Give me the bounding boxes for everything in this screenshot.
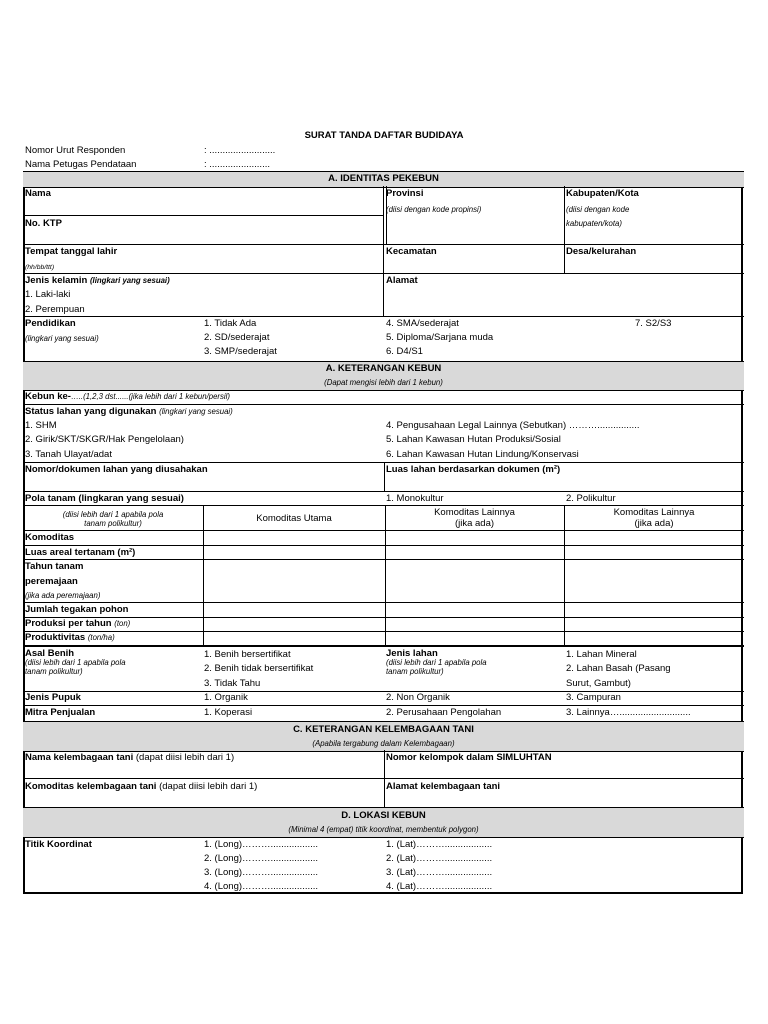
asal-benih-note: (diisi lebih dari 1 apabila pola [25,658,126,667]
row-peremajaan: peremajaan [25,576,78,587]
kebun-ke-note: …..(1,2,3 dst......(jika lebih dari 1 kebun/persil) [70,392,230,401]
divider [23,244,744,245]
alamat-kelembagaan-label: Alamat kelembagaan tani [386,781,501,792]
pendidikan-option[interactable]: 4. SMA/sederajat [386,318,459,329]
jenis-kelamin-note: (lingkari yang sesuai) [89,276,170,285]
kecamatan-label: Kecamatan [386,246,437,257]
status-option[interactable]: 2. Girik/SKT/SKGR/Hak Pengelolaan) [25,434,184,445]
latitude-field[interactable]: 2. (Lat)……….................. [386,853,493,864]
pupuk-option[interactable]: 1. Organik [204,692,248,703]
divider [23,273,744,274]
ktp-label: No. KTP [25,218,62,229]
pola-option-monokultur[interactable]: 1. Monokultur [386,493,444,504]
alamat-label: Alamat [386,275,418,286]
nomor-kelompok-label: Nomor kelompok dalam SIMLUHTAN [386,752,552,763]
responden-label: Nomor Urut Responden [25,145,126,156]
status-option[interactable]: 3. Tanah Ulayat/adat [25,449,112,460]
row-produksi-label: Produksi per tahun [25,618,112,629]
kabupaten-label: Kabupaten/Kota [566,188,639,199]
divider [564,186,565,273]
latitude-field[interactable]: 3. (Lat)……….................. [386,867,493,878]
titik-koordinat-label: Titik Koordinat [25,839,92,850]
column-note: (diisi lebih dari 1 apabila pola [62,510,164,519]
asal-benih-label: Asal Benih [25,648,75,659]
section-b-subtitle: (Dapat mengisi lebih dari 1 kebun) [324,378,443,387]
kebun-ke-label: Kebun ke- [25,391,71,402]
responden-field[interactable]: : ......................... [204,145,276,156]
longitude-field[interactable]: 3. (Long)……….................. [204,867,319,878]
jenis-kelamin-label [25,275,170,287]
nomor-dokumen-label: Nomor/dokumen lahan yang diusahakan [25,464,208,475]
divider [23,491,744,492]
mitra-option[interactable]: 2. Perusahaan Pengolahan [386,707,502,718]
jenis-lahan-note: (diisi lebih dari 1 apabila pola [386,658,487,667]
nama-kelembagaan-note: (dapat diisi lebih dari 1) [135,752,235,763]
divider [23,645,744,647]
pola-tanam-label: Pola tanam (lingkaran yang sesuai) [25,493,184,504]
desa-label: Desa/kelurahan [566,246,637,257]
divider [203,505,204,645]
benih-option[interactable]: 1. Benih bersertifikat [204,649,291,660]
row-produktivitas-unit: (ton/ha) [87,633,115,642]
divider [23,316,744,317]
divider [23,545,744,546]
lahan-option[interactable]: Surut, Gambut) [566,678,631,689]
row-tahun-tanam: Tahun tanam [25,561,84,572]
divider [23,530,744,531]
provinsi-label: Provinsi [386,188,424,199]
pupuk-option[interactable]: 3. Campuran [566,692,621,703]
asal-benih-note: tanam polikultur) [25,667,83,676]
section-c-title: C. KETERANGAN KELEMBAGAAN TANI [293,724,474,735]
jenis-kelamin-text: Jenis kelamin [25,275,88,286]
longitude-field[interactable]: 2. (Long)……….................. [204,853,319,864]
pendidikan-option[interactable]: 5. Diploma/Sarjana muda [386,332,494,343]
divider [23,559,744,560]
pendidikan-option[interactable]: 6. D4/S1 [386,346,423,357]
status-note: (lingkari yang sesuai) [159,407,233,416]
col-komoditas-utama: Komoditas Utama [256,513,332,524]
col-komoditas-lainnya-note: (jika ada) [454,518,495,529]
divider [23,505,744,506]
provinsi-note: (diisi dengan kode propinsi) [386,205,482,214]
pola-option-polikultur[interactable]: 2. Polikultur [566,493,616,504]
ttl-label: Tempat tanggal lahir [25,246,118,257]
row-peremajaan-note: (jika ada peremajaan) [25,591,101,600]
divider [23,215,384,216]
row-jumlah-tegakan: Jumlah tegakan pohon [25,604,129,615]
pendidikan-note: (lingkari yang sesuai) [25,334,99,343]
divider [383,186,384,316]
row-komoditas: Komoditas [25,532,75,543]
longitude-field[interactable]: 1. (Long)……….................. [204,839,319,850]
lahan-option[interactable]: 2. Lahan Basah (Pasang [566,663,671,674]
pendidikan-option[interactable]: 3. SMP/sederajat [204,346,277,357]
col-komoditas-lainnya: Komoditas Lainnya [434,507,515,518]
jenis-pupuk-label: Jenis Pupuk [25,692,81,703]
latitude-field[interactable]: 4. (Lat)……….................. [386,881,493,892]
jk-option-perempuan[interactable]: 2. Perempuan [25,304,85,315]
jk-option-laki[interactable]: 1. Laki-laki [25,289,71,300]
status-option[interactable]: 6. Lahan Kawasan Hutan Lindung/Konservasi [386,449,579,460]
divider [384,462,385,491]
section-a-title: A. IDENTITAS PEKEBUN [328,173,439,184]
mitra-option[interactable]: 3. Lainnya…........................... [566,707,691,718]
row-produktivitas [25,632,115,644]
luas-dokumen-label: Luas lahan berdasarkan dokumen (m²) [386,464,561,475]
kabupaten-note: kabupaten/kota) [566,219,622,228]
komoditas-kelembagaan-row [25,781,257,793]
section-b-title: A. KETERANGAN KEBUN [325,363,442,374]
divider [23,404,744,405]
ttl-note: (hh/bb/ttt) [25,264,55,271]
mitra-penjualan-label: Mitra Penjualan [25,707,96,718]
pendidikan-option[interactable]: 1. Tidak Ada [204,318,257,329]
row-produksi [25,618,130,630]
divider [23,602,744,603]
section-d-title: D. LOKASI KEBUN [341,810,426,821]
komoditas-kelembagaan-label: Komoditas kelembagaan tani [25,781,157,792]
form-title: SURAT TANDA DAFTAR BUDIDAYA [304,130,464,141]
status-option[interactable]: 5. Lahan Kawasan Hutan Produksi/Sosial [386,434,561,445]
col-komoditas-lainnya: Komoditas Lainnya [613,507,695,518]
kabupaten-note: (diisi dengan kode [566,205,630,214]
divider [23,617,744,618]
pupuk-option[interactable]: 2. Non Organik [386,692,450,703]
benih-option[interactable]: 3. Tidak Tahu [204,678,261,689]
latitude-field[interactable]: 1. (Lat)……….................. [386,839,493,850]
divider [23,778,744,779]
mitra-option[interactable]: 1. Koperasi [204,707,253,718]
pendidikan-option[interactable]: 2. SD/sederajat [204,332,270,343]
pendidikan-label: Pendidikan [25,318,76,329]
row-produktivitas-label: Produktivitas [25,632,86,643]
petugas-label: Nama Petugas Pendataan [25,159,137,170]
kebun-ke-row [25,391,230,403]
status-row [25,406,233,418]
row-produksi-unit: (ton) [114,619,131,628]
lahan-option[interactable]: 1. Lahan Mineral [566,649,637,660]
column-note: tanam polikultur) [84,519,142,528]
petugas-field[interactable]: : ....................... [204,159,270,170]
nama-kelembagaan-row [25,752,234,764]
jenis-lahan-label: Jenis lahan [386,648,438,659]
status-label: Status lahan yang digunakan [25,406,157,417]
longitude-field[interactable]: 4. (Long)……….................. [204,881,319,892]
status-option[interactable]: 4. Pengusahaan Legal Lainnya (Sebutkan) ………................ [386,420,640,431]
benih-option[interactable]: 2. Benih tidak bersertifikat [204,663,314,674]
komoditas-kelembagaan-note: (dapat diisi lebih dari 1) [159,781,258,792]
nama-kelembagaan-label: Nama kelembagaan tani [25,752,134,763]
section-d-subtitle: (Minimal 4 (empat) titik koordinat, membentuk polygon) [288,825,479,834]
jenis-lahan-note: tanam polikultur) [386,667,444,676]
col-komoditas-lainnya-note: (jika ada) [634,518,674,529]
nama-label: Nama [25,188,51,199]
divider [23,691,744,692]
pendidikan-option[interactable]: 7. S2/S3 [635,318,672,329]
divider [23,705,744,706]
divider [23,631,744,632]
status-option[interactable]: 1. SHM [25,420,57,431]
row-luas-areal: Luas areal tertanam (m²) [25,547,136,558]
section-c-subtitle: (Apabila tergabung dalam Kelembagaan) [312,739,455,748]
